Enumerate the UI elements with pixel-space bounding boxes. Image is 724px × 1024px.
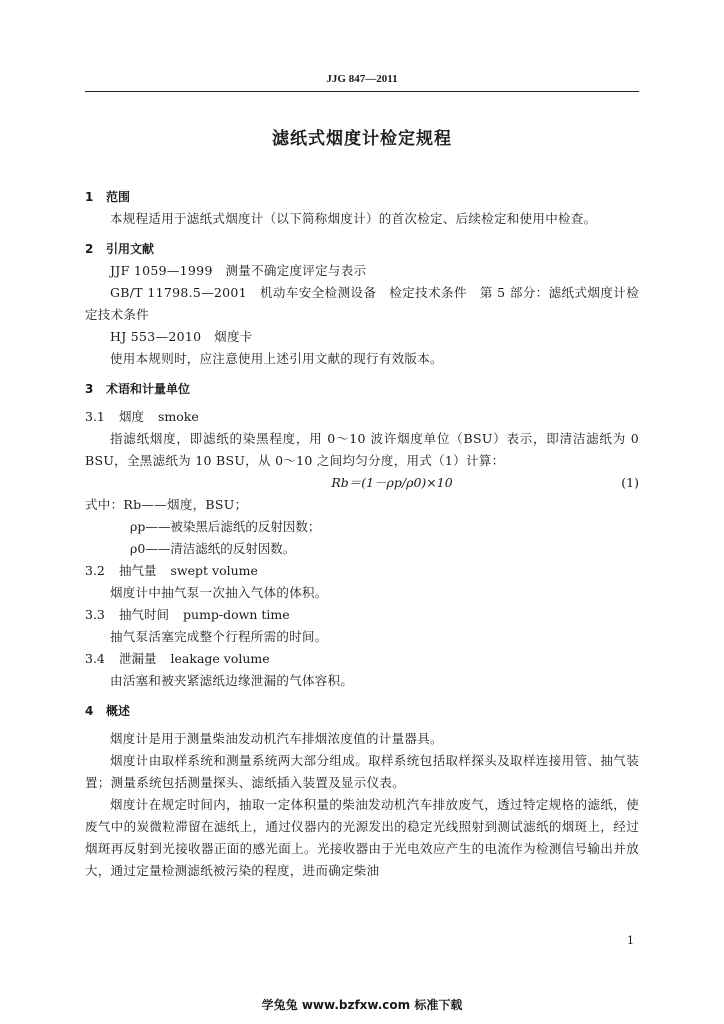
subsection-number: 3.4 xyxy=(85,651,105,666)
term-cn: 抽气时间 xyxy=(119,607,170,622)
footer-watermark-link[interactable]: 学兔兔 www.bzfxw.com 标准下载 xyxy=(261,998,463,1012)
term-en: swept volume xyxy=(170,563,258,578)
formula-legend-item: ρp——被染黑后滤纸的反射因数； xyxy=(130,519,321,534)
paragraph: 使用本规则时，应注意使用上述引用文献的现行有效版本。 xyxy=(110,351,443,366)
subsection-heading xyxy=(85,560,639,582)
paragraph: 由活塞和被夹紧滤纸边缘泄漏的气体容积。 xyxy=(110,673,354,688)
section-number: 3 xyxy=(85,382,94,396)
document-title: 滤纸式烟度计检定规程 xyxy=(272,129,452,149)
subsection-heading xyxy=(85,406,639,428)
section-number: 1 xyxy=(85,190,94,204)
paragraph: 抽气泵活塞完成整个行程所需的时间。 xyxy=(110,629,328,644)
paragraph: 本规程适用于滤纸式烟度计（以下简称烟度计）的首次检定、后续检定和使用中检查。 xyxy=(110,211,597,226)
formula xyxy=(85,472,639,494)
paragraph: 烟度计是用于测量柴油发动机汽车排烟浓度值的计量器具。 xyxy=(110,731,443,746)
subsection-number: 3.2 xyxy=(85,563,105,578)
paragraph: 指滤纸烟度，即滤纸的染黑程度，用 0～10 波许烟度单位（BSU）表示，即清洁滤纸为 0 BSU，全黑滤纸为 10 BSU，从 0～10 之间均匀分度，用式（1）计算： xyxy=(85,431,639,468)
term-cn: 泄漏量 xyxy=(119,651,157,666)
section-title: 引用文献 xyxy=(106,242,155,256)
section-heading-3 xyxy=(85,378,639,400)
paragraph: 烟度计在规定时间内，抽取一定体积量的柴油发动机汽车排放废气，透过特定规格的滤纸，使废气中的炭微粒滞留在滤纸上，通过仪器内的光源发出的稳定光线照射到测试滤纸的烟斑上，经过烟斑再反射到光接收器正面的感光面上。光接收器由于光电效应产生的电流作为检测信号输出并放大，通过定量检测滤纸被污染的程度，进而确定柴油 xyxy=(85,797,639,878)
section-title: 术语和计量单位 xyxy=(106,382,191,396)
section-heading-4 xyxy=(85,700,639,722)
section-number: 4 xyxy=(85,704,94,718)
header-rule xyxy=(85,91,639,92)
section-heading-2 xyxy=(85,238,639,260)
paragraph: 烟度计中抽气泵一次抽入气体的体积。 xyxy=(110,585,328,600)
document-body xyxy=(85,178,639,882)
section-title: 概述 xyxy=(106,704,131,718)
subsection-heading xyxy=(85,604,639,626)
page-number: 1 xyxy=(627,934,634,947)
term-cn: 抽气量 xyxy=(119,563,157,578)
paragraph: 烟度计由取样系统和测量系统两大部分组成。取样系统包括取样探头及取样连接用管、抽气装置；测量系统包括测量探头、滤纸插入装置及显示仪表。 xyxy=(85,753,639,790)
reference-item: GB/T 11798.5—2001 机动车安全检测设备 检定技术条件 第 5 部分：滤纸式烟度计检定技术条件 xyxy=(85,285,639,322)
section-number: 2 xyxy=(85,242,94,256)
term-en: pump-down time xyxy=(183,607,290,622)
reference-item: HJ 553—2010 烟度卡 xyxy=(110,329,253,344)
term-en: smoke xyxy=(158,409,199,424)
section-title: 范围 xyxy=(106,190,131,204)
term-en: leakage volume xyxy=(170,651,270,666)
subsection-heading xyxy=(85,648,639,670)
page-header-code: JJG 847—2011 xyxy=(326,73,398,85)
term-cn: 烟度 xyxy=(119,409,145,424)
formula-text: Rb＝(1－ρp/ρ0)×10 xyxy=(331,475,453,490)
reference-item: JJF 1059—1999 测量不确定度评定与表示 xyxy=(110,263,367,278)
formula-legend-item: ρ0——清洁滤纸的反射因数。 xyxy=(130,541,296,556)
section-heading-1 xyxy=(85,186,639,208)
equation-number: (1) xyxy=(621,475,639,490)
subsection-number: 3.3 xyxy=(85,607,105,622)
formula-where: 式中：Rb——烟度，BSU； xyxy=(85,497,248,512)
subsection-number: 3.1 xyxy=(85,409,105,424)
